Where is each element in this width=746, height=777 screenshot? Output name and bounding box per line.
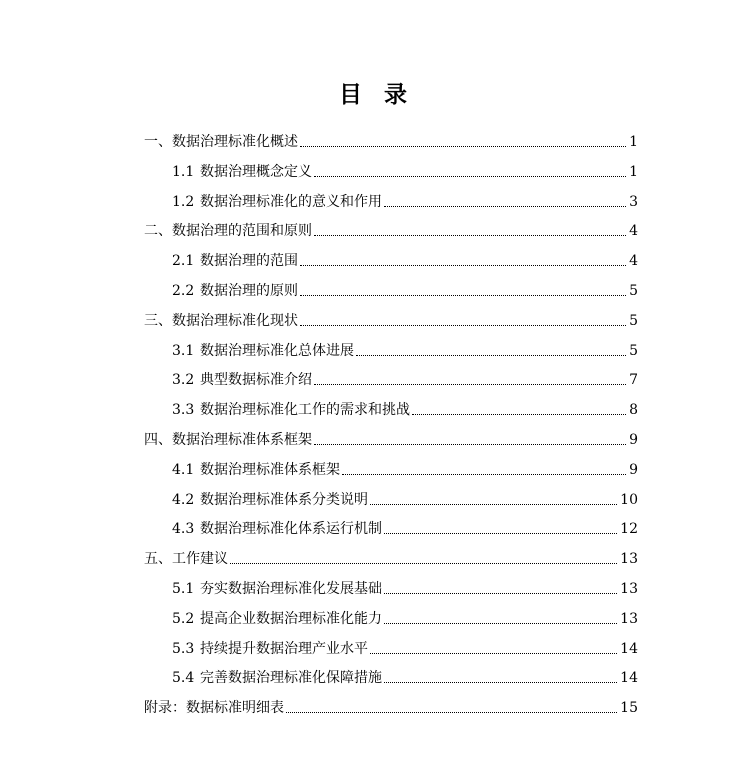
toc-page-number: 8 [629, 402, 638, 419]
toc-title-char-2: 录 [384, 82, 407, 108]
toc-entry[interactable] [144, 310, 638, 332]
toc-entry-number: 5.1 [172, 581, 195, 597]
toc-entry-number: 4.1 [172, 461, 195, 478]
toc-page-number: 15 [620, 700, 638, 717]
toc-entry[interactable] [172, 638, 638, 660]
toc-entry-number: 4.3 [172, 521, 195, 538]
toc-entry-label: 数据治理标准体系框架 [172, 432, 312, 448]
toc-page-number: 14 [620, 670, 638, 687]
toc-entry[interactable] [172, 399, 638, 421]
toc-entry-number: 3.2 [172, 372, 195, 389]
toc-entry-label: 数据治理标准体系分类说明 [200, 491, 368, 508]
toc-entry-label: 数据治理标准化现状 [172, 312, 298, 329]
toc-entry-label: 提高企业数据治理标准化能力 [200, 610, 382, 627]
toc-dot-leader [300, 145, 626, 147]
toc-entry-number: 5.2 [172, 610, 195, 627]
toc-entry[interactable] [172, 459, 638, 481]
toc-entry-label: 数据治理概念定义 [200, 163, 312, 180]
toc-entry[interactable] [172, 518, 638, 540]
toc-entry-number: 1.1 [172, 163, 195, 180]
toc-entry-label: 工作建议 [172, 551, 228, 568]
toc-entry-label: 数据治理标准化的意义和作用 [200, 193, 382, 210]
toc-title [0, 76, 746, 109]
toc-page-number: 9 [629, 461, 638, 478]
toc-page-number: 13 [620, 551, 638, 568]
toc-page-number: 13 [620, 610, 638, 627]
toc-page-number: 10 [620, 491, 638, 508]
toc-entry[interactable] [144, 131, 638, 153]
toc-page-number: 3 [629, 193, 638, 210]
toc-page-number: 13 [620, 581, 638, 597]
toc-page-number: 5 [629, 342, 638, 359]
toc-dot-leader [356, 354, 626, 356]
toc-dot-leader [286, 711, 617, 713]
toc-entry-label: 数据治理标准体系框架 [200, 461, 340, 478]
toc-entry-label: 数据治理标准化总体进展 [200, 342, 354, 359]
toc-title-char-1: 目 [339, 82, 362, 108]
toc-dot-leader [314, 383, 626, 385]
toc-dot-leader [342, 473, 626, 475]
toc-dot-leader [300, 324, 626, 326]
toc-entry[interactable] [172, 340, 638, 362]
toc-dot-leader [300, 294, 626, 296]
toc-entry[interactable] [144, 548, 638, 570]
toc-entry-number: 2.2 [172, 283, 195, 299]
toc-page-number: 14 [620, 640, 638, 657]
toc-entry[interactable] [144, 429, 638, 451]
toc-entry-label: 数据治理的范围 [200, 253, 298, 270]
toc-entry-number: 3.3 [172, 402, 195, 419]
toc-entry-number: 五、 [144, 551, 172, 568]
toc-entry-number: 三、 [144, 312, 172, 329]
toc-dot-leader [230, 562, 617, 564]
toc-entry-number: 四、 [144, 432, 172, 448]
toc-entry-number: 3.1 [172, 342, 195, 359]
toc-dot-leader [384, 622, 617, 624]
toc-page-number: 5 [629, 312, 638, 329]
toc-dot-leader [314, 234, 626, 236]
toc-page-number: 12 [620, 521, 638, 538]
toc-entry-label: 数据治理标准化体系运行机制 [200, 521, 382, 538]
toc-dot-leader [384, 532, 617, 534]
toc-entry-label: 持续提升数据治理产业水平 [200, 640, 368, 657]
toc-entry[interactable] [172, 161, 638, 183]
toc-entry[interactable] [172, 280, 638, 302]
toc-entry-number: 二、 [144, 223, 172, 240]
toc-page-number: 9 [629, 432, 638, 448]
toc-entry[interactable] [172, 489, 638, 511]
toc-entry-label: 数据标准明细表 [186, 700, 284, 717]
toc-entry[interactable] [172, 369, 638, 391]
toc-entry-number: 5.3 [172, 640, 195, 657]
toc-entry-label: 数据治理的范围和原则 [172, 223, 312, 240]
toc-dot-leader [384, 681, 617, 683]
toc-dot-leader [384, 592, 617, 594]
toc-entry-number: 4.2 [172, 491, 195, 508]
toc-dot-leader [314, 175, 626, 177]
toc-page-number: 7 [629, 372, 638, 389]
toc-entry-label: 数据治理标准化概述 [172, 134, 298, 150]
toc-page-number: 1 [629, 134, 638, 150]
toc-entry-label: 数据治理的原则 [200, 283, 298, 299]
toc-dot-leader [412, 413, 626, 415]
toc-entry[interactable] [144, 697, 638, 719]
toc-page-number: 5 [629, 283, 638, 299]
toc-entry-number: 一、 [144, 134, 172, 150]
toc-entry-number: 附录： [144, 700, 186, 717]
toc-entry[interactable] [172, 191, 638, 213]
toc-entry-number: 1.2 [172, 193, 195, 210]
toc-entry[interactable] [172, 578, 638, 600]
toc-page-number: 4 [629, 223, 638, 240]
toc-dot-leader [384, 205, 626, 207]
toc-entry[interactable] [172, 667, 638, 689]
toc-entry[interactable] [172, 608, 638, 630]
toc-entry-label: 夯实数据治理标准化发展基础 [200, 581, 382, 597]
toc-entry-label: 完善数据治理标准化保障措施 [200, 670, 382, 687]
toc-dot-leader [370, 503, 617, 505]
toc-entry-label: 数据治理标准化工作的需求和挑战 [200, 402, 410, 419]
toc-entry[interactable] [172, 250, 638, 272]
toc-entry-number: 2.1 [172, 253, 195, 270]
toc-entry[interactable] [144, 220, 638, 242]
toc-entry-number: 5.4 [172, 670, 195, 687]
toc-dot-leader [370, 652, 617, 654]
toc-page-number: 4 [629, 253, 638, 270]
toc-page-number: 1 [629, 163, 638, 180]
toc-dot-leader [300, 264, 626, 266]
toc-entry-label: 典型数据标准介绍 [200, 372, 312, 389]
toc-dot-leader [314, 443, 626, 445]
